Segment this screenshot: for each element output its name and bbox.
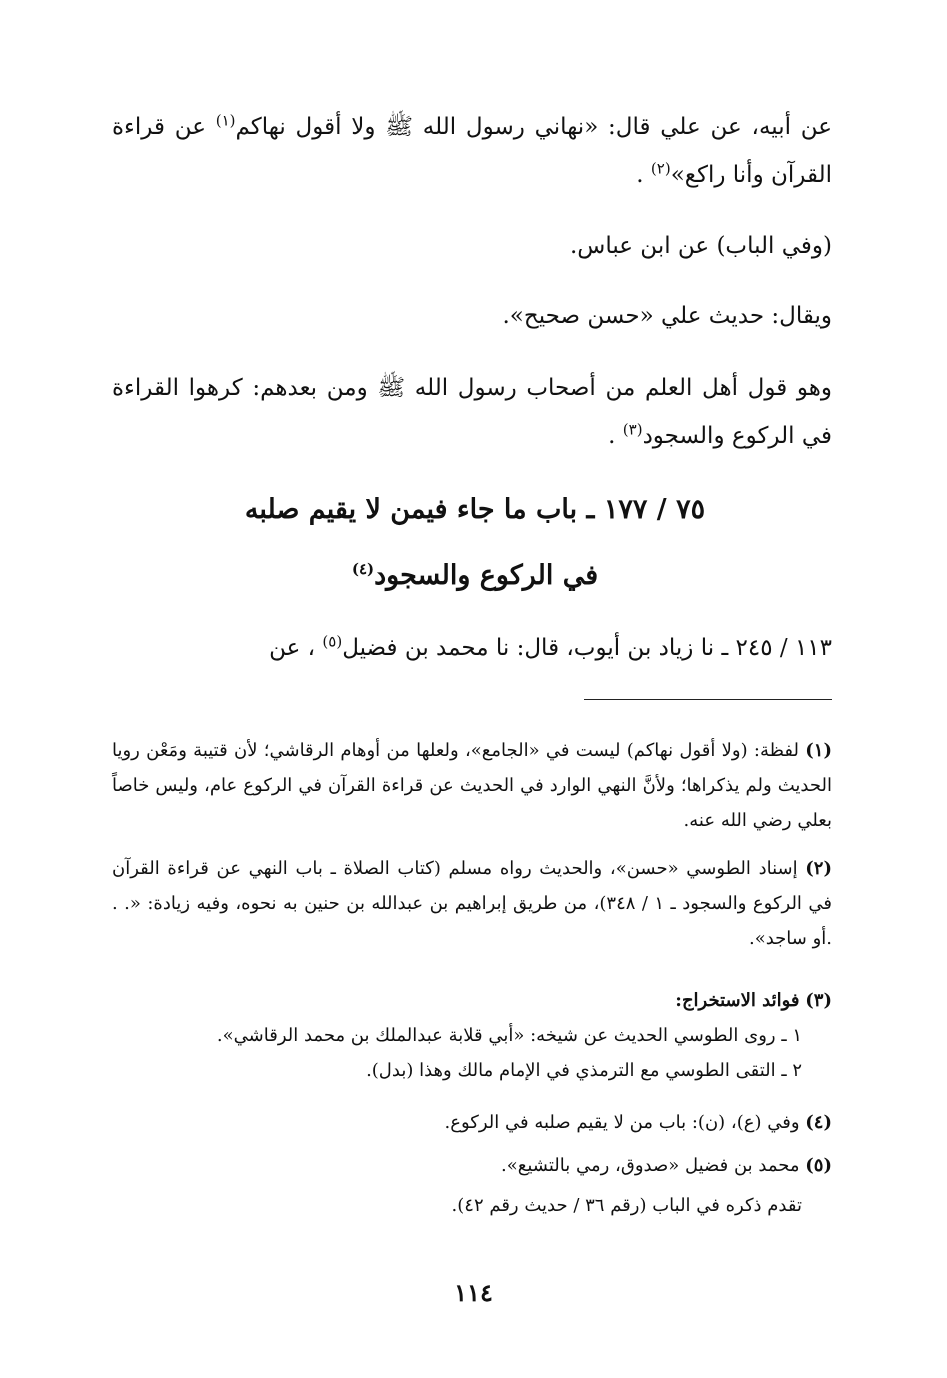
isnad-text-end: ، عن <box>269 635 323 661</box>
footnote-separator <box>584 699 832 700</box>
footnote-list-item: ١ ـ روى الطوسي الحديث عن شيخه: «أبي قلابة عبدالملك بن محمد الرقاشي». <box>216 1025 802 1046</box>
footnote-number: (٣) <box>805 990 832 1011</box>
footnote-text: وفي (ع)، (ن): باب من لا يقيم صلبه في الركوع. <box>444 1112 800 1133</box>
footnote-2 <box>112 851 832 956</box>
footnote-ref-1[interactable]: (١) <box>215 111 236 130</box>
footnote-text: تقدم ذكره في الباب (رقم ٣٦ / حديث رقم ٤٢). <box>451 1195 802 1216</box>
footnote-5 <box>112 1148 832 1183</box>
paragraph-grading: ويقال: حديث علي «حسن صحيح». <box>502 303 832 329</box>
chapter-heading-line-2 <box>115 556 835 596</box>
footnote-5-continuation <box>112 1188 832 1223</box>
footnote-list-item: ٢ ـ التقى الطوسي مع الترمذي في الإمام مالك وهذا (بدل). <box>366 1060 802 1081</box>
isnad-text: ١١٣ / ٢٤٥ ـ نا زياد بن أيوب، قال: نا محمد بن فضيل <box>342 635 832 661</box>
footnote-text: محمد بن فضيل «صدوق، رمي بالتشيع». <box>501 1155 800 1176</box>
chapter-heading-line-1: ٧٥ / ١٧٧ ـ باب ما جاء فيمن لا يقيم صلبه <box>244 494 706 525</box>
hadith-text-part: عن أبيه، عن علي قال: «نهاني رسول الله ﷺ ولا أقول نهاكم <box>235 114 832 140</box>
footnote-text: لفظة: (ولا أقول نهاكم) ليست في «الجامع»، ولعلها من أوهام الرقاشي؛ لأن قتيبة ومَعْن رويا الحديث ولم يذكراها؛ ولأنَّ النهي الوارد في الحديث عن قراءة القرآن في الركوع عام، وليس خاصاً بعلي رضي الله عنه. <box>112 740 832 831</box>
footnote-4 <box>112 1105 832 1140</box>
hadith-text-end: . <box>636 162 651 188</box>
footnote-ref-4[interactable]: (٤) <box>351 560 375 578</box>
footnote-heading: فوائد الاستخراج: <box>675 990 800 1011</box>
footnote-ref-2[interactable]: (٢) <box>650 159 671 178</box>
footnote-number: (٢) <box>805 858 832 879</box>
paragraph-scholars-opinion <box>112 364 832 460</box>
footnote-number: (٤) <box>805 1112 832 1133</box>
hadith-text-part: عن قراءة القرآن وأنا راكع» <box>112 114 832 188</box>
scholars-opinion-end: . <box>608 423 623 449</box>
scholars-opinion-text: وهو قول أهل العلم من أصحاب رسول الله ﷺ ومن بعدهم: كرهوا القراءة في الركوع والسجود <box>112 375 832 449</box>
chapter-heading-text: في الركوع والسجود <box>374 560 599 591</box>
paragraph-isnad <box>112 624 832 672</box>
footnote-3 <box>112 983 832 1088</box>
paragraph-in-the-chapter: (وفي الباب) عن ابن عباس. <box>569 233 832 259</box>
footnote-number: (٥) <box>805 1155 832 1176</box>
footnote-1 <box>112 733 832 838</box>
footnote-text: إسناد الطوسي «حسن»، والحديث رواه مسلم (كتاب الصلاة ـ باب النهي عن قراءة القرآن في الركوع والسجود ـ ١ / ٣٤٨)، من طريق إبراهيم بن عبدالله بن حنين به نحوه، وفيه زيادة: «. . .أو ساجد». <box>112 858 832 949</box>
footnote-number: (١) <box>805 740 832 761</box>
footnote-ref-3[interactable]: (٣) <box>622 420 643 439</box>
page-number: ١١٤ <box>454 1278 493 1307</box>
footnote-ref-5[interactable]: (٥) <box>322 632 343 651</box>
paragraph-hadith-text <box>112 103 832 199</box>
